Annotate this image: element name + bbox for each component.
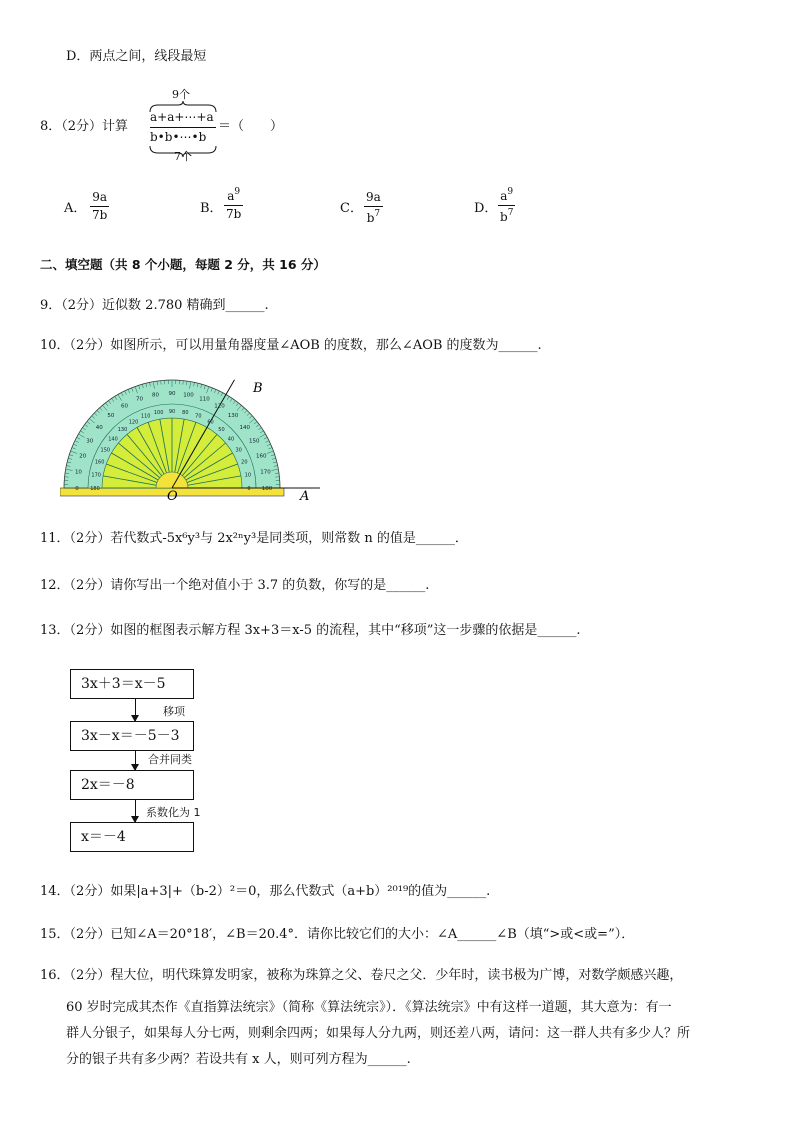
protractor-outer-label: 50 [107, 413, 115, 420]
q16-line-2: 60 岁时完成其杰作《直指算法统宗》（简称《算法统宗》）．《算法统宗》中有这样一道题，其大意为：有一 [66, 1000, 672, 1015]
q16-line-4: 分的银子共有多少两？若设共有 x 人，则可列方程为______. [66, 1052, 411, 1067]
protractor-inner-label: 30 [235, 447, 242, 454]
protractor-outer-label: 120 [214, 403, 225, 410]
section-title: 二、填空题（共 8 个小题，每题 2 分，共 16 分） [40, 257, 326, 272]
q8-option-c-letter: C． [340, 201, 363, 216]
protractor-inner-label: 130 [117, 427, 128, 434]
q8-bottom-count: 7个 [174, 150, 192, 163]
q7-option-d: D．两点之间，线段最短 [66, 49, 207, 64]
q8-option-a-fraction: 9a 7b [92, 190, 108, 222]
protractor-outer-label: 30 [86, 438, 94, 445]
q16-line-1: 16．（2分）程大位，明代珠算发明家，被称为珠算之父、卷尺之父．少年时，读书极为广博，对数学颇感兴趣， [40, 968, 683, 983]
q8-top-count: 9个 [172, 88, 190, 101]
q8-option-d-letter: D． [474, 201, 498, 216]
flow-box-3: 2x＝－8 [70, 770, 194, 800]
label-b: B [253, 381, 263, 396]
protractor-inner-label: 100 [153, 410, 164, 417]
protractor-inner-label: 40 [227, 436, 235, 443]
protractor-outer-label: 130 [227, 413, 239, 420]
q13: 13．（2分）如图的框图表示解方程 3x+3＝x-5 的流程，其中“移项”这一步骤的依据是______. [40, 623, 581, 638]
q14: 14．（2分）如果|a+3|+（b-2）²＝0，那么代数式（a+b）²⁰¹⁹的值为______. [40, 884, 491, 899]
protractor-inner-label: 70 [195, 413, 202, 420]
q16-line-3: 群人分银子，如果每人分七两，则剩余四两；如果每人分九两，则还差八两，请问：这一群人共有多少人？所 [66, 1026, 691, 1041]
protractor-outer-label: 90 [168, 391, 176, 397]
protractor-outer-label: 110 [199, 396, 210, 403]
label-o: O [167, 489, 178, 504]
q15: 15．（2分）已知∠A＝20°18′，∠B＝20.4°．请你比较它们的大小：∠A______∠B（填“>或<或=”）． [40, 927, 635, 942]
flow-step-3: 系数化为 1 [146, 806, 201, 819]
flow-arrow-1 [135, 699, 136, 721]
protractor-outer-label: 100 [183, 392, 194, 399]
protractor-inner-label: 150 [100, 447, 111, 454]
q8-suffix: ＝（ ） [218, 119, 284, 134]
protractor-outer-label: 60 [121, 403, 128, 410]
q10: 10．（2分）如图所示，可以用量角器度量∠AOB 的度数，那么∠AOB 的度数为______. [40, 338, 542, 353]
protractor-inner-label: 140 [108, 436, 118, 443]
flow-step-1: 移项 [163, 705, 185, 718]
q9: 9．（2分）近似数 2.780 精确到______. [40, 298, 269, 313]
protractor-inner-label: 110 [140, 413, 151, 420]
flow-arrow-2 [135, 751, 136, 770]
protractor-inner-label: 120 [128, 419, 139, 426]
protractor-inner-label: 160 [94, 459, 105, 466]
protractor-inner-label: 90 [168, 409, 176, 415]
protractor-outer-label: 70 [136, 396, 144, 403]
protractor-outer-label: 170 [260, 469, 271, 476]
protractor-outer-label: 40 [95, 424, 103, 431]
protractor-inner-label: 180 [90, 486, 100, 492]
q12: 12．（2分）请你写出一个绝对值小于 3.7 的负数，你写的是______. [40, 578, 430, 593]
q8-denominator: b•b•⋯•b [150, 130, 207, 144]
q8-prefix: 8．（2分）计算 [40, 119, 129, 134]
protractor-inner-label: 50 [218, 427, 225, 434]
protractor-outer-label: 160 [256, 453, 267, 460]
protractor-outer-label: 20 [79, 453, 87, 460]
q8-option-b-letter: B． [200, 201, 223, 216]
protractor-inner-label: 20 [241, 459, 248, 466]
q8-option-a-letter: A． [64, 201, 87, 216]
protractor-outer-label: 0 [75, 486, 79, 492]
protractor-inner-label: 170 [91, 472, 101, 479]
protractor-inner-label: 80 [182, 410, 189, 417]
protractor-outer-label: 150 [249, 438, 260, 445]
q8-option-c-fraction: 9a $b^7$ [366, 190, 381, 225]
protractor-inner-label: 60 [207, 419, 214, 426]
protractor-inner-label: 0 [247, 486, 251, 492]
flow-box-4: x＝－4 [70, 822, 194, 852]
protractor-figure [60, 376, 320, 506]
protractor-inner-label: 10 [244, 472, 252, 479]
q8-numerator: a+a+⋯+a [150, 110, 214, 124]
protractor-outer-label: 180 [261, 486, 273, 492]
flow-box-1: 3x＋3＝x－5 [70, 669, 194, 699]
protractor-outer-label: 140 [239, 424, 251, 431]
protractor-outer-label: 80 [152, 392, 160, 399]
protractor-outer-label: 10 [74, 469, 82, 476]
q8-option-b-fraction: $a^9$ 7b [226, 187, 242, 221]
flow-step-2: 合并同类 [148, 753, 192, 766]
flow-box-2: 3x－x＝－5－3 [70, 721, 194, 751]
q11: 11．（2分）若代数式-5x⁶y³与 2x²ⁿy³是同类项，则常数 n 的值是______． [40, 531, 468, 546]
q8-option-d-fraction: $a^9$ $b^7$ [500, 187, 514, 224]
flow-arrow-3 [135, 800, 136, 822]
label-a: A [300, 489, 310, 504]
